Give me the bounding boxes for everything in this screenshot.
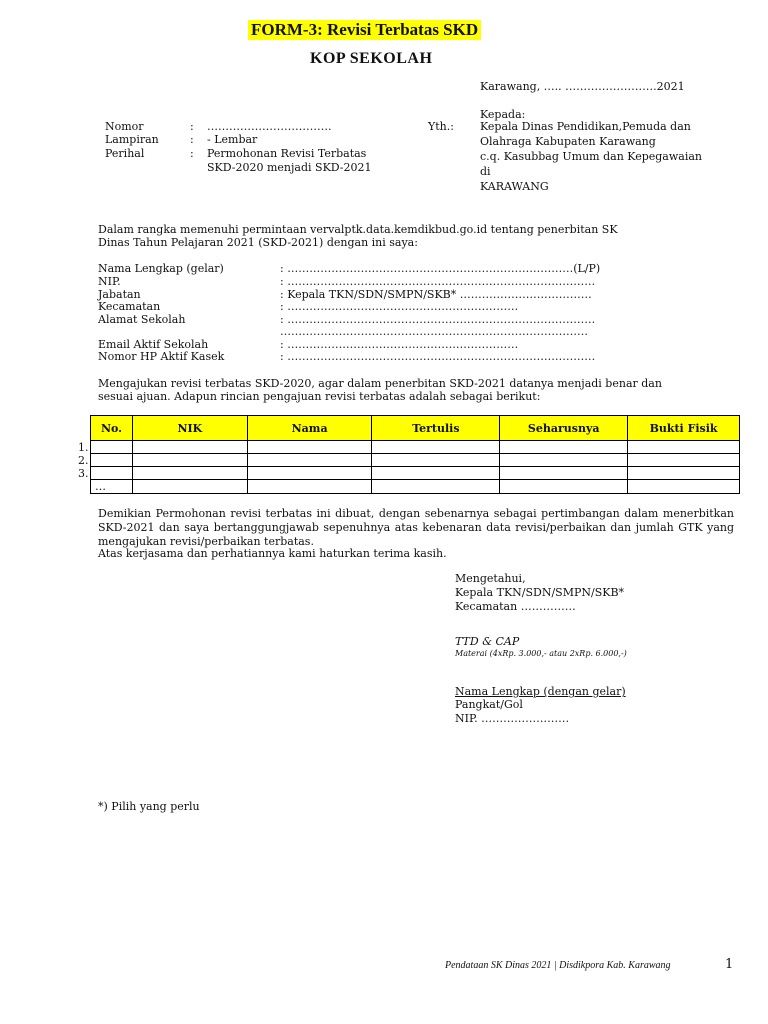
perihal-value-1: Permohonan Revisi Terbatas: [207, 147, 367, 160]
field-label: NIP.: [98, 275, 121, 288]
field-value: …………………………………………………………………………: [280, 325, 588, 338]
table-cell: [132, 480, 247, 494]
table-cell: [247, 480, 372, 494]
field-value: : ………………………………………………………: [280, 300, 519, 313]
field-value: : Kepala TKN/SDN/SMPN/SKB* ………………………………: [280, 288, 592, 301]
table-cell: [91, 441, 133, 454]
form-title: FORM-3: Revisi Terbatas SKD: [248, 20, 481, 40]
row-number: 1.: [78, 441, 89, 454]
yth-label: Yth.:: [428, 120, 454, 133]
field-label: Nomor HP Aktif Kasek: [98, 350, 225, 363]
footnote: *) Pilih yang perlu: [98, 800, 200, 813]
address-line-2: Olahraga Kabupaten Karawang: [480, 135, 656, 148]
table-cell: [500, 454, 628, 467]
table-row: [91, 467, 740, 480]
field-value: : ……………………………………………………………………(L/P): [280, 262, 601, 275]
table-cell: [91, 454, 133, 467]
nip-label: NIP. ……………………: [455, 712, 570, 725]
table-cell: [372, 441, 500, 454]
table-header-row: [91, 416, 740, 441]
kepala-label: Kepala TKN/SDN/SMPN/SKB*: [455, 586, 625, 599]
table-cell: [500, 441, 628, 454]
lampiran-value: - Lembar: [207, 133, 258, 146]
field-label: Email Aktif Sekolah: [98, 338, 209, 351]
table-cell: [247, 467, 372, 480]
signer-name: Nama Lengkap (dengan gelar): [455, 685, 626, 698]
nomor-value: …………………………….: [207, 120, 332, 133]
intro-line-1: Dalam rangka memenuhi permintaan vervalptk.data.kemdikbud.go.id tentang penerbitan SK: [98, 223, 618, 236]
field-label: Alamat Sekolah: [98, 313, 186, 326]
table-row: [91, 454, 740, 467]
row-number: 2.: [78, 454, 89, 467]
request-line-1: Mengajukan revisi terbatas SKD-2020, agar dalam penerbitan SKD-2021 datanya menjadi benar dan: [98, 377, 662, 390]
field-value: : …………………………………………………………………………: [280, 275, 596, 288]
table-cell: [91, 467, 133, 480]
table-cell: [372, 480, 500, 494]
table-cell: [132, 467, 247, 480]
address-line-1: Kepala Dinas Pendidikan,Pemuda dan: [480, 120, 691, 133]
colon: :: [190, 147, 194, 160]
table-cell: [132, 454, 247, 467]
kepada-label: Kepada:: [480, 108, 526, 121]
field-label: Jabatan: [98, 288, 141, 301]
page-number: 1: [725, 957, 734, 972]
table-cell: [247, 454, 372, 467]
column-header: No.: [91, 416, 133, 441]
colon: :: [190, 120, 194, 133]
colon: :: [190, 133, 194, 146]
materai-note: Materai (4xRp. 3.000,- atau 2xRp. 6.000,-): [455, 649, 627, 658]
table-cell: [628, 480, 740, 494]
revision-table: [90, 415, 740, 494]
field-value: : ………………………………………………………: [280, 338, 519, 351]
table-cell: …: [91, 480, 133, 494]
kop-sekolah: KOP SEKOLAH: [310, 50, 433, 67]
row-number: 3.: [78, 467, 89, 480]
column-header: Tertulis: [372, 416, 500, 441]
closing-thanks: Atas kerjasama dan perhatiannya kami haturkan terima kasih.: [98, 547, 447, 560]
address-line-4: di: [480, 165, 491, 178]
intro-line-2: Dinas Tahun Pelajaran 2021 (SKD-2021) dengan ini saya:: [98, 236, 418, 249]
table-cell: [500, 480, 628, 494]
closing-paragraph: Demikian Permohonan revisi terbatas ini dibuat, dengan sebenarnya sebagai pertimbangan dalam menerbitkan SKD-2021 dan saya bertanggungjawab sepenuhnya atas kebenaran data revisi/perbaikan dan jumlah GTK yang mengajukan revisi/perbaikan terbatas.: [98, 507, 734, 548]
kecamatan-label: Kecamatan ……………: [455, 600, 576, 613]
table-row: [91, 480, 740, 494]
table-cell: [628, 454, 740, 467]
column-header: Bukti Fisik: [628, 416, 740, 441]
perihal-label: Perihal: [105, 147, 145, 160]
nomor-label: Nomor: [105, 120, 144, 133]
table-cell: [372, 454, 500, 467]
field-value: : …………………………………………………………………………: [280, 313, 596, 326]
place-date: Karawang, ….. …………………….2021: [480, 80, 685, 93]
mengetahui-label: Mengetahui,: [455, 572, 526, 585]
ttd-cap: TTD & CAP: [455, 635, 520, 648]
table-row: [91, 441, 740, 454]
perihal-value-2: SKD-2020 menjadi SKD-2021: [207, 161, 372, 174]
lampiran-label: Lampiran: [105, 133, 159, 146]
field-label: Nama Lengkap (gelar): [98, 262, 224, 275]
pangkat-label: Pangkat/Gol: [455, 698, 523, 711]
table-cell: [132, 441, 247, 454]
address-line-5: KARAWANG: [480, 180, 549, 193]
column-header: Seharusnya: [500, 416, 628, 441]
table-cell: [500, 467, 628, 480]
page-footer: Pendataan SK Dinas 2021 | Disdikpora Kab. Karawang: [445, 960, 671, 971]
address-line-3: c.q. Kasubbag Umum dan Kepegawaian: [480, 150, 702, 163]
table-cell: [628, 441, 740, 454]
column-header: NIK: [132, 416, 247, 441]
request-line-2: sesuai ajuan. Adapun rincian pengajuan revisi terbatas adalah sebagai berikut:: [98, 390, 541, 403]
field-label: Kecamatan: [98, 300, 161, 313]
table-cell: [628, 467, 740, 480]
column-header: Nama: [247, 416, 372, 441]
table-cell: [372, 467, 500, 480]
table-cell: [247, 441, 372, 454]
field-value: : …………………………………………………………………………: [280, 350, 596, 363]
